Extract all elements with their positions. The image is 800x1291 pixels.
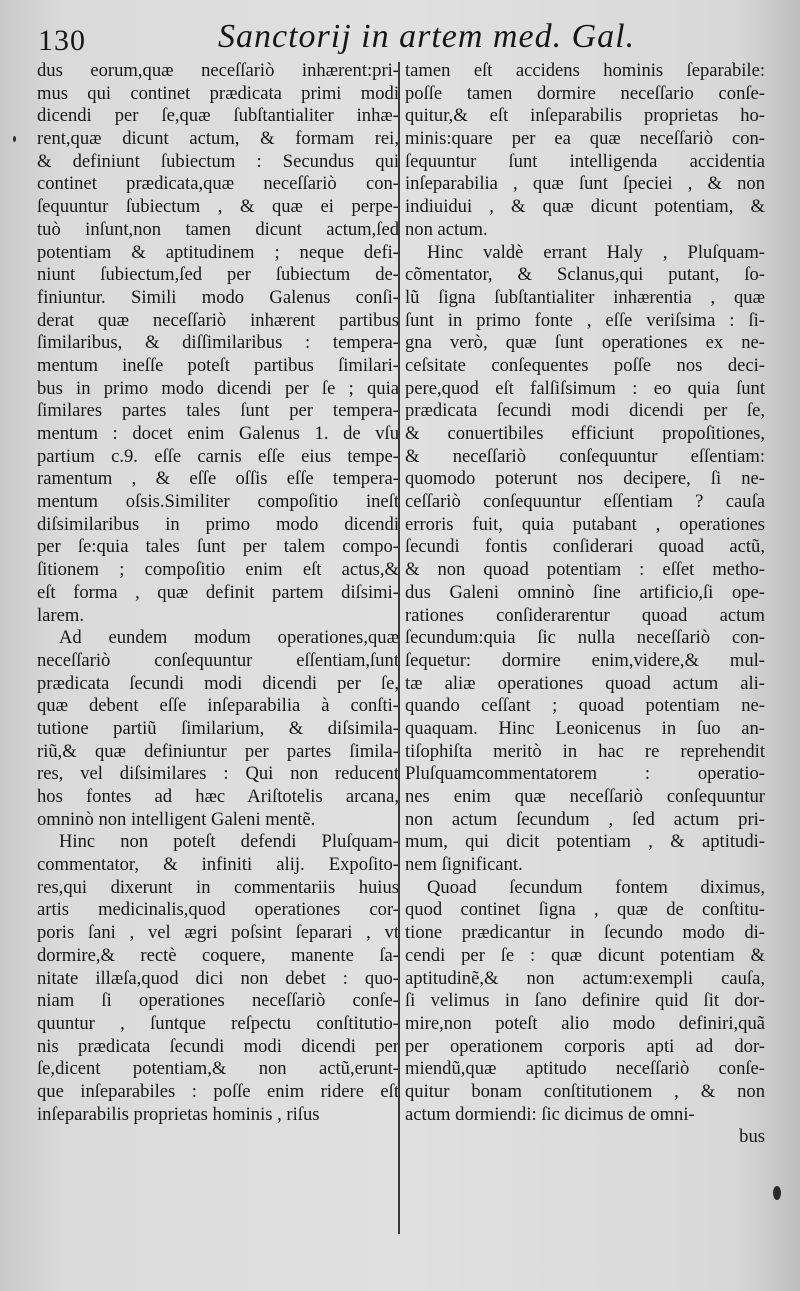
text-line: prædicata ſecundi modi dicendi per ſe,: [37, 672, 399, 694]
text-line: nitate illæſa,quod dici non debet : quo-: [37, 967, 399, 989]
text-line: riũ,& quæ definiuntur per partes ſimila-: [37, 740, 399, 762]
text-line: indiuidui , & quæ dicunt potentiam, &: [405, 196, 765, 218]
running-head: Sanctorij in artem med. Gal.: [218, 18, 636, 55]
text-line: quæ debent eſſe inſeparabilia à conſti-: [37, 695, 399, 717]
text-line: neceſſariò conſequuntur eſſentiam,ſunt: [37, 649, 399, 671]
text-line: mus qui continet prædicata primi modi: [37, 82, 399, 104]
text-line: tuò inſunt,non tamen dicunt actum,ſed: [37, 218, 399, 240]
text-line: partium c.9. eſſe carnis eſſe eius tempe-: [37, 445, 399, 467]
text-line: quando ceſſant ; quoad potentiam ne-: [405, 695, 765, 717]
text-line: quomodo poterunt nos decipere, ſi ne-: [405, 468, 765, 490]
text-line: per ſe:quia tales ſunt per talem compo-: [37, 536, 399, 558]
text-line: & definiunt ſubiectum : Secundus qui: [37, 150, 399, 172]
text-line: ſimilaribus, & diſſimilaribus : tempera-: [37, 332, 399, 354]
text-line: mentum : docet enim Galenus 1. de vſu: [37, 423, 399, 444]
text-line: mire,non poteſt alio modo definiri,quã: [405, 1012, 765, 1034]
text-line: eſt forma , quæ definit partem diſsimi-: [37, 581, 399, 603]
text-line: minis:quare per ea quæ neceſſariò con-: [405, 128, 765, 150]
text-line: finiuntur. Simili modo Galenus conſi-: [37, 286, 399, 308]
text-line: ceſsitate conſequentes poſſe nos deci-: [405, 354, 765, 376]
text-line: non actum.: [405, 218, 488, 240]
text-line: nes enim quæ neceſſariò conſequuntur: [405, 786, 765, 807]
text-line: nis prædicata ſecundi modi dicendi per: [37, 1035, 399, 1057]
text-line: niunt ſubiectum,ſed per ſubiectum de-: [37, 264, 399, 286]
text-line: & non quoad potentiam : eſſet metho-: [405, 559, 765, 581]
text-line: quod continet ſigna , quæ de conſtitu-: [405, 899, 765, 921]
text-line: que inſeparabiles : poſſe enim ridere eſt: [37, 1080, 399, 1102]
text-line: res,qui dixerunt in commentariis huius: [37, 876, 399, 898]
text-line: rationes conſiderarentur quoad actum: [405, 604, 765, 626]
text-line: mentum ineſſe poteſt partibus ſimilari-: [37, 354, 399, 376]
text-line: potentiam & aptitudinem ; neque defi-: [37, 241, 399, 263]
text-line: tione prædicantur in ſecundo modo di-: [405, 922, 765, 944]
text-line: derat quæ neceſſariò inhærent partibus: [37, 309, 399, 331]
text-line: & neceſſariò conſequuntur eſſentiam:: [405, 445, 765, 467]
text-line: ceſſariò conſequuntur eſſentiam ? cauſa: [405, 491, 765, 513]
text-line: Hinc valdè errant Haly , Pluſquam-: [427, 241, 765, 263]
text-line: omninò non intelligent Galeni mentẽ.: [37, 808, 316, 830]
text-line: tutione partiũ ſimilarium, & diſsimila-: [37, 717, 399, 739]
text-line: artis medicinalis,quod operationes cor-: [37, 899, 399, 921]
text-line: ſe,dicent potentiam,& non actũ,erunt-: [37, 1058, 399, 1080]
text-line: ſecundi fontis conſiderari quoad actũ,: [405, 536, 765, 558]
page-number: 130: [38, 24, 86, 57]
text-line: miendũ,quæ aptitudo neceſſariò conſe-: [405, 1058, 765, 1080]
text-line: res, vel diſsimilares : Qui non reducent: [37, 763, 399, 785]
text-line: poſſe tamen dormire neceſſario conſe-: [405, 82, 765, 104]
text-line: continet prædicata,quæ neceſſariò con-: [37, 173, 399, 195]
text-line: prædicata ſecundi modi dicendi per ſe,: [405, 400, 765, 422]
column-rule: [398, 62, 400, 1234]
text-line: hos fontes ad hæc Ariſtotelis arcana,: [37, 786, 399, 807]
text-line: dus eorum,quæ neceſſariò inhærent:pri-: [37, 60, 399, 81]
text-line: erroris fuit, quia putabant , operationes: [405, 513, 765, 535]
right-column: [405, 60, 765, 1149]
text-line: tæ aliæ operationes quoad actum ali-: [405, 672, 765, 694]
text-line: larem.: [37, 604, 84, 626]
ink-smudge: [13, 136, 16, 142]
text-line: commentator, & infiniti alij. Expoſito-: [37, 854, 399, 876]
text-line: lũ ſigna ſubſtantialiter inhærentia , quæ: [405, 286, 765, 308]
text-line: dus Galeni omninò ſine artificio,ſi ope-: [405, 581, 765, 603]
text-line: Hinc non poteſt defendi Pluſquam-: [59, 831, 399, 853]
text-line: actum dormiendi: ſic dicimus de omni-: [405, 1103, 695, 1125]
text-line: dicendi per ſe,quæ ſubſtantialiter inhæ-: [37, 105, 399, 127]
left-column: [37, 60, 399, 1126]
ink-smudge: [773, 1186, 781, 1200]
text-line: inſeparabilia , quæ ſunt ſpeciei , & non: [405, 173, 765, 195]
text-line: diſsimilaribus in primo modo dicendi: [37, 513, 399, 535]
text-line: aptitudinẽ,& non actum:exempli cauſa,: [405, 967, 765, 989]
text-line: tiſophiſta meritò in hac re reprehendit: [405, 740, 765, 762]
text-line: non actum ſecundum , ſed actum pri-: [405, 808, 765, 830]
text-line: mentum oſsis.Similiter compoſitio ineſt: [37, 491, 399, 513]
text-line: quitur bonam conſtitutionem , & non: [405, 1080, 765, 1102]
page-header: [30, 14, 770, 58]
text-line: ſequuntur ſunt intelligenda accidentia: [405, 150, 765, 172]
text-line: tamen eſt accidens hominis ſeparabile:: [405, 60, 765, 81]
text-line: quitur,& eſt inſeparabilis proprietas ho-: [405, 105, 765, 127]
text-line: Pluſquamcommentatorem : operatio-: [405, 763, 765, 785]
text-line: ſitionem ; compoſitio enim eſt actus,&: [37, 559, 399, 581]
text-line: & conuertibiles efficiunt propoſitiones,: [405, 423, 765, 444]
text-line: quuntur , ſuntque reſpectu conſtitutio-: [37, 1012, 399, 1034]
text-line: cõmentator, & Sclanus,qui putant, ſo-: [405, 264, 765, 286]
text-line: ſunt in primo fonte , eſſe veriſsima : ſi-: [405, 309, 765, 331]
text-line: niam ſi operationes neceſſariò conſe-: [37, 990, 399, 1012]
text-line: dormire,& rectè coquere, manente ſa-: [37, 944, 399, 966]
text-line: bus in primo modo dicendi per ſe ; quia: [37, 377, 399, 399]
text-line: nem ſignificant.: [405, 854, 523, 876]
text-line: ſequuntur ſubiectum , & quæ ei perpe-: [37, 196, 399, 218]
text-line: mum, qui dicit potentiam , & aptitudi-: [405, 831, 765, 853]
text-line: rent,quæ dicunt actum, & formam rei,: [37, 128, 399, 150]
text-line: pere,quod eſt falſiſsimum : eo quia ſunt: [405, 377, 765, 399]
text-line: ſi velimus in ſano definire quid ſit dor-: [405, 990, 765, 1012]
text-line: ſecundum:quia ſic nulla neceſſariò con-: [405, 627, 765, 649]
text-line: Ad eundem modum operationes,quæ: [59, 627, 399, 649]
text-line: inſeparabilis proprietas hominis , riſus: [37, 1103, 320, 1125]
text-line: per operationem corporis apti ad dor-: [405, 1035, 765, 1057]
text-line: cendi per ſe : quæ dicunt potentiam &: [405, 944, 765, 966]
text-line: poris ſani , vel ægri poſsint ſeparari , vt: [37, 922, 399, 944]
text-line: quaquam. Hinc Leonicenus in ſuo an-: [405, 717, 765, 739]
text-line: Quoad ſecundum fontem diximus,: [427, 876, 765, 898]
text-line: ſequetur: dormire enim,videre,& mul-: [405, 649, 765, 671]
text-line: ramentum , & eſſe oſſis eſſe tempera-: [37, 468, 399, 490]
catchword: bus: [739, 1126, 765, 1148]
text-line: ſimilares partes tales ſunt per tempera-: [37, 400, 399, 422]
text-line: gna verò, quæ ſunt operationes ex ne-: [405, 332, 765, 354]
